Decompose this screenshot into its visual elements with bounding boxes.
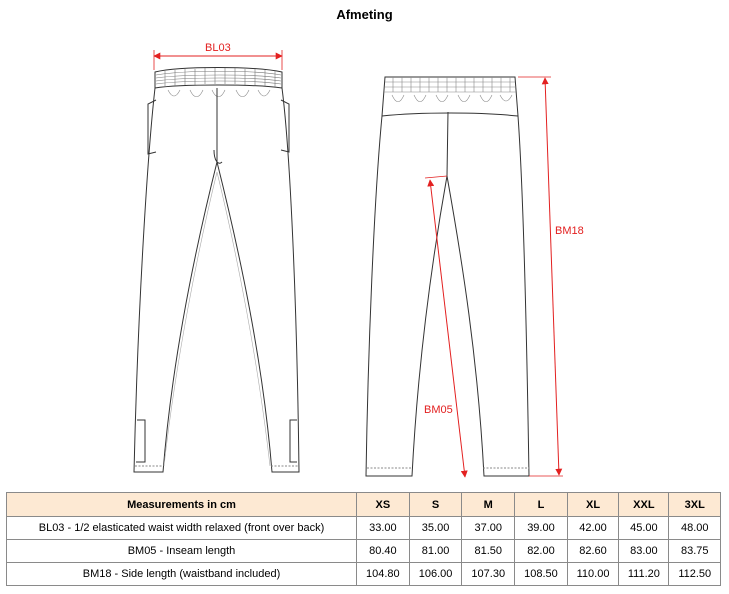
waist-dimension-label: BL03: [205, 42, 231, 54]
table-cell: 107.30: [462, 563, 515, 586]
table-cell: 112.50: [669, 563, 721, 586]
row-label: BM05 - Inseam length: [7, 540, 357, 563]
table-cell: 82.60: [567, 540, 618, 563]
column-header: Measurements in cm: [7, 493, 357, 517]
page-title: Afmeting: [336, 7, 393, 22]
table-cell: 106.00: [409, 563, 462, 586]
table-row: [7, 540, 721, 563]
column-header: XXL: [619, 493, 669, 517]
table-cell: 45.00: [619, 517, 669, 540]
table-cell: 110.00: [567, 563, 618, 586]
column-header: XS: [357, 493, 410, 517]
table-cell: 83.75: [669, 540, 721, 563]
table-row: [7, 563, 721, 586]
table-header-row: [7, 493, 721, 517]
row-label: BL03 - 1/2 elasticated waist width relaxed (front over back): [7, 517, 357, 540]
column-header: M: [462, 493, 515, 517]
column-header: XL: [567, 493, 618, 517]
size-chart-table: [6, 492, 721, 586]
table-cell: 39.00: [515, 517, 568, 540]
inseam-dimension-label: BM05: [424, 404, 453, 416]
row-label: BM18 - Side length (waistband included): [7, 563, 357, 586]
back-view: [366, 77, 529, 476]
table-cell: 42.00: [567, 517, 618, 540]
side-length-dimension-label: BM18: [555, 225, 584, 237]
table-cell: 111.20: [619, 563, 669, 586]
column-header: L: [515, 493, 568, 517]
table-cell: 82.00: [515, 540, 568, 563]
table-cell: 48.00: [669, 517, 721, 540]
front-view: [134, 68, 299, 473]
table-cell: 104.80: [357, 563, 410, 586]
dimension-waist: [154, 42, 282, 70]
table-cell: 35.00: [409, 517, 462, 540]
table-cell: 83.00: [619, 540, 669, 563]
table-cell: 80.40: [357, 540, 410, 563]
column-header: 3XL: [669, 493, 721, 517]
table-cell: 33.00: [357, 517, 410, 540]
dimension-inseam: [424, 176, 465, 477]
table-cell: 81.00: [409, 540, 462, 563]
table-cell: 81.50: [462, 540, 515, 563]
table-row: [7, 517, 721, 540]
table-cell: 37.00: [462, 517, 515, 540]
table-cell: 108.50: [515, 563, 568, 586]
column-header: S: [409, 493, 462, 517]
